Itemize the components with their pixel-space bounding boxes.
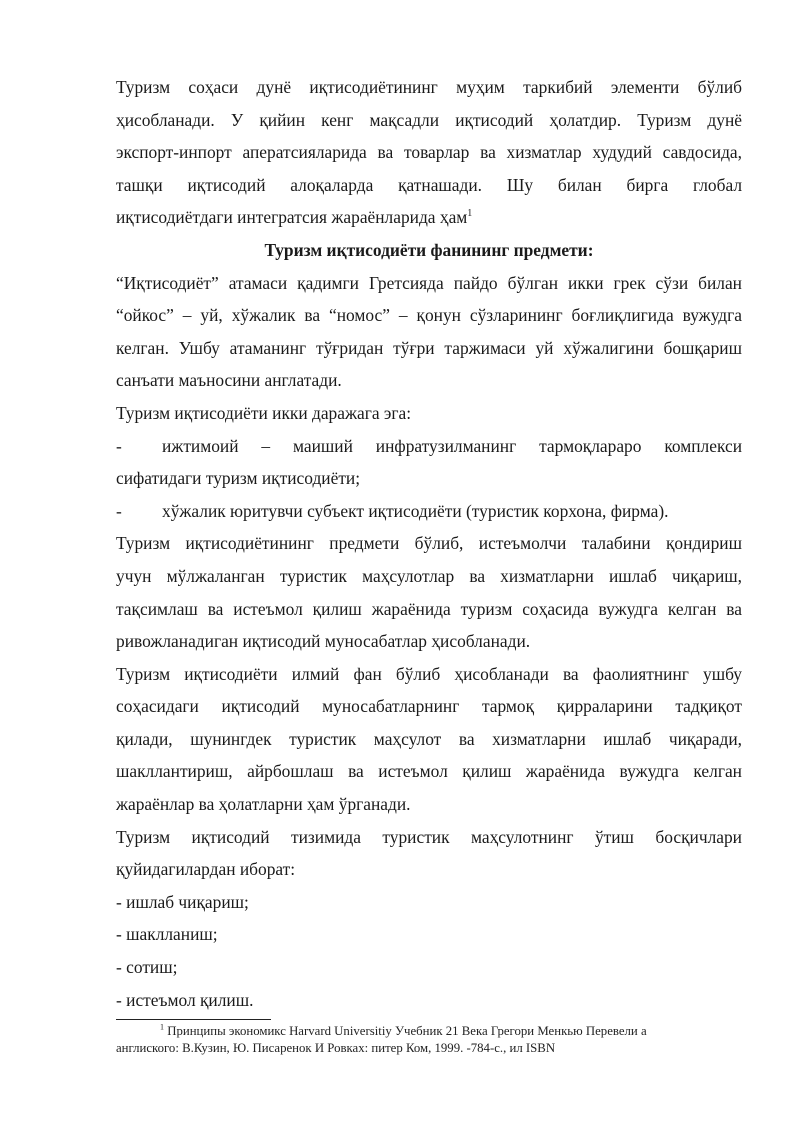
etymology-paragraph [116, 267, 742, 397]
section-heading: Туризм иқтисодиёти фанининг предмети: [264, 239, 594, 260]
intro-paragraph [116, 71, 742, 234]
footnote-separator [116, 1019, 271, 1020]
stages-list [116, 886, 742, 1016]
list-item [116, 495, 742, 528]
footnote-line-continued: англиского: В.Кузин, Ю. Писаренок И Ровках: питер Ком, 1999. -784-с., ил ISBN [116, 1041, 556, 1055]
list-item-text: хўжалик юритувчи субъект иқтисодиёти (туристик корхона, фирма). [162, 500, 669, 521]
text-line: тақсимлаш ва истеъмол қилиш жараёнида туризм соҳасида вужудга келган ва [116, 598, 742, 619]
text-line: Туризм соҳаси дунё иқтисодиётининг муҳим таркибий элементи бўлиб [116, 77, 742, 97]
footnote-text: Принципы экономикс Harvard Universitiy Учебник 21 Века Грегори Менкью Перевели а [167, 1024, 647, 1038]
text-line: Туризм иқтисодиёти илмий фан бўлиб ҳисобланади ва фаолиятнинг ушбу [116, 663, 742, 684]
list-item: - истеъмол қилиш. [116, 989, 254, 1010]
footnote-line [116, 1023, 742, 1040]
list-item: - шаклланиш; [116, 924, 218, 945]
text-line: учун мўлжаланган туристик маҳсулотлар ва хизматларни ишлаб чиқариш, [116, 565, 742, 586]
document-body [116, 71, 742, 1016]
text-line [116, 201, 742, 234]
text-line: экспорт-инпорт аператсияларида ва товарлар ва хизматлар худудий савдосида, [116, 142, 742, 163]
text-line: ривожланадиган иқтисодий муносабатлар ҳисобланади. [116, 631, 531, 652]
text-line: “ойкос” – уй, хўжалик ва “номос” – қонун сўзларининг боғлиқлигида вужудга [116, 305, 742, 326]
text-line: қилади, шунингдек туристик маҳсулот ва хизматларни ишлаб чиқаради, [116, 728, 742, 749]
subject-paragraph [116, 527, 742, 657]
footnote [116, 1023, 742, 1057]
list-item: - сотиш; [116, 957, 178, 978]
text-line: келган. Ушбу атаманинг тўғридан тўғри таржимаси уй хўжалигини бошқариш [116, 337, 742, 358]
text-line: жараёнлар ва ҳолатларни ҳам ўрганади. [116, 794, 411, 815]
list-item [116, 430, 742, 495]
text-line: қуйидагилардан иборат: [116, 859, 296, 880]
list-dash: - [116, 435, 122, 456]
science-paragraph [116, 658, 742, 821]
text-line: ташқи иқтисодий алоқаларда қатнашади. Шу билан бирга глобал [116, 174, 742, 195]
text-line: Туризм иқтисодиётининг предмети бўлиб, истеъмолчи талабини қондириш [116, 533, 742, 554]
list-item: - ишлаб чиқариш; [116, 891, 249, 912]
text-line: “Иқтисодиёт” атамаси қадимги Гретсияда пайдо бўлган икки грек сўзи билан [116, 272, 742, 293]
stages-paragraph [116, 821, 742, 886]
footnote-mark: 1 [160, 1022, 164, 1032]
list-item-text: ижтимоий – маиший инфратузилманинг тармоқлараро комплекси [162, 435, 742, 456]
list-item-text-continued: сифатидаги туризм иқтисодиёти; [116, 468, 361, 489]
footnote-reference[interactable]: 1 [467, 208, 473, 220]
text-line: ҳисобланади. У қийин кенг мақсадли иқтисодий ҳолатдир. Туризм дунё [116, 109, 742, 130]
levels-intro: Туризм иқтисодиёти икки даражага эга: [116, 402, 412, 423]
list-dash: - [116, 500, 122, 521]
text-line: санъати маъносини англатади. [116, 370, 342, 391]
text-line: шакллантириш, айрбошлаш ва истеъмол қилиш жараёнида вужудга келган [116, 761, 742, 782]
text-line: Туризм иқтисодий тизимида туристик маҳсулотнинг ўтиш босқичлари [116, 826, 742, 847]
text-line-content: иқтисодиётдаги интегратсия жараёнларида ҳам [116, 207, 468, 228]
levels-list [116, 430, 742, 528]
text-line: соҳасидаги иқтисодий муносабатларнинг тармоқ қирраларини тадқиқот [116, 696, 742, 717]
